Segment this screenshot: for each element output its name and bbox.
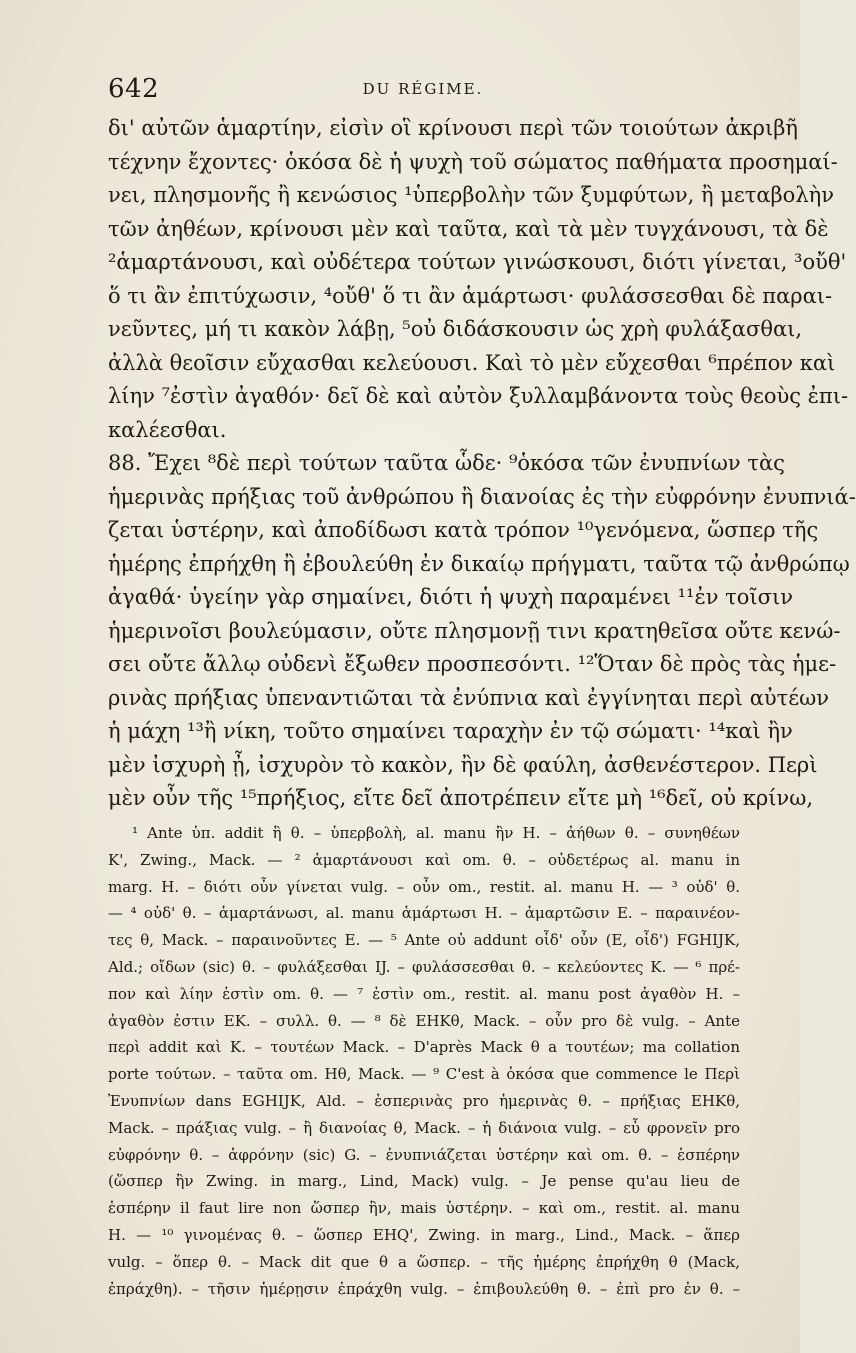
footnote-line: ἑσπέρην il faut lire non ὥσπερ ἢν, mais ὑστέρην. – καὶ om., restit. al. manu bbox=[108, 1199, 740, 1218]
text-line: μὲν οὖν τῆς ¹⁵πρήξιος, εἴτε δεῖ ἀποτρέπειν εἴτε μὴ ¹⁶δεῖ, οὐ κρίνω, bbox=[108, 786, 813, 810]
footnote-line: πον καὶ λίην ἐστὶν om. θ. — ⁷ ἐστὶν om., restit. al. manu post ἀγαθὸν H. – bbox=[108, 984, 740, 1003]
main-text bbox=[108, 112, 856, 816]
footnote-line: ἀγαθὸν ἐστιν EK. – συλλ. θ. — ⁸ δὲ EHKθ, Mack. – οὖν pro δὲ vulg. – Ante bbox=[108, 1011, 740, 1030]
text-line: νει, πλησμονῆς ἢ κενώσιος ¹ὑπερβολὴν τῶν ξυμφύτων, ἢ μεταβολὴν bbox=[108, 183, 834, 207]
text-line: λίην ⁷ἐστὶν ἀγαθόν· δεῖ δὲ καὶ αὐτὸν ξυλλαμβάνοντα τοὺς θεοὺς ἐπι- bbox=[108, 384, 849, 408]
text-line: ὅ τι ἂν ἐπιτύχωσιν, ⁴οὔθ' ὅ τι ἂν ἁμάρτωσι· φυλάσσεσθαι δὲ παραι- bbox=[108, 283, 833, 308]
text-line: τέχνην ἔχοντες· ὁκόσα δὲ ἡ ψυχὴ τοῦ σώματος παθήματα προσημαί- bbox=[108, 149, 838, 174]
text-line: ρινὰς πρήξιας ὑπεναντιῶται τὰ ἐνύπνια καὶ ἐγγίνηται περὶ αὐτέων bbox=[108, 685, 830, 710]
text-line: δι' αὐτῶν ἁμαρτίην, εἰσὶν οἳ κρίνουσι περὶ τῶν τοιούτων ἀκριβῆ bbox=[108, 116, 798, 140]
text-line: νεῦντες, μή τι κακὸν λάβῃ, ⁵οὐ διδάσκουσιν ὡς χρὴ φυλάξασθαι, bbox=[108, 317, 803, 341]
footnote-line: marg. H. – διότι οὖν γίνεται vulg. – οὖν om., restit. al. manu H. — ³ οὐδ' θ. bbox=[108, 877, 740, 896]
page-header bbox=[108, 70, 738, 110]
footnote-line: Ἐνυπνίων dans EGHIJK, Ald. – ἑσπερινὰς pro ἡμερινὰς θ. – πρήξιας EHKθ, bbox=[108, 1091, 740, 1110]
footnote-line: (ὥσπερ ἢν Zwing. in marg., Lind, Mack) vulg. – Je pense qu'au lieu de bbox=[108, 1172, 740, 1191]
footnote-line: ¹ Ante ὑπ. addit ἢ θ. – ὑπερβολὴ, al. manu ἢν H. – ἀήθων θ. – συνηθέων bbox=[132, 824, 740, 842]
text-line: ²ἁμαρτάνουσι, καὶ οὐδέτερα τούτων γινώσκουσι, διότι γίνεται, ³οὔθ' bbox=[108, 250, 847, 274]
footnote-line: ἐπράχθη). – τῆσιν ἡμέρῃσιν ἐπράχθη vulg. – ἐπιβουλεύθη θ. – ἐπὶ pro ἐν θ. – bbox=[108, 1279, 740, 1298]
text-line: ἀγαθά· ὑγείην γὰρ σημαίνει, διότι ἡ ψυχὴ παραμένει ¹¹ἐν τοῖσιν bbox=[108, 585, 793, 609]
footnote-line: Ald.; οἴδων (sic) θ. – φυλάξεσθαι IJ. – φυλάσσεσθαι θ. – κελεύοντες K. — ⁶ πρέ- bbox=[108, 957, 740, 976]
text-line: ζεται ὑστέρην, καὶ ἀποδίδωσι κατὰ τρόπον ¹⁰γενόμενα, ὥσπερ τῆς bbox=[108, 518, 819, 542]
text-line: ἡ μάχη ¹³ἢ νίκη, τοῦτο σημαίνει ταραχὴν ἐν τῷ σώματι· ¹⁴καὶ ἢν bbox=[108, 719, 793, 743]
footnote-line: vulg. – ὅπερ θ. – Mack dit que θ a ὥσπερ. – τῆς ἡμέρης ἐπρήχθη θ (Mack, bbox=[108, 1252, 740, 1271]
footnotes bbox=[108, 820, 740, 1302]
text-line: ἡμέρης ἐπρήχθη ἢ ἐβουλεύθη ἐν δικαίῳ πρήγματι, ταῦτα τῷ ἀνθρώπῳ bbox=[108, 551, 850, 576]
text-line: ἡμερινοῖσι βουλεύμασιν, οὔτε πλησμονῇ τινι κρατηθεῖσα οὔτε κενώ- bbox=[108, 618, 841, 643]
footnote-line: K', Zwing., Mack. — ² ἁμαρτάνουσι καὶ om. θ. – οὐδετέρως al. manu in bbox=[108, 850, 740, 869]
footnote-line: H. — ¹⁰ γινομένας θ. – ὥσπερ EHQ', Zwing. in marg., Lind., Mack. – ἅπερ bbox=[108, 1225, 740, 1244]
footnote-line: περὶ addit καὶ K. – τουτέων Mack. – D'après Mack θ a τουτέων; ma collation bbox=[108, 1038, 740, 1057]
text-line: μὲν ἰσχυρὴ ᾖ, ἰσχυρὸν τὸ κακὸν, ἢν δὲ φαύλη, ἀσθενέστερον. Περὶ bbox=[108, 752, 818, 777]
footnote-line: — ⁴ οὐδ' θ. – ἁμαρτάνωσι, al. manu ἁμάρτωσι H. – ἁμαρτῶσιν E. – παραινέον- bbox=[108, 904, 740, 923]
footnote-line: τες θ, Mack. – παραινοῦντες E. — ⁵ Ante οὐ addunt οἶδ' οὖν (E, οἶδ') FGHIJK, bbox=[108, 931, 740, 950]
footnote-line: porte τούτων. – ταῦτα om. Hθ, Mack. — ⁹ C'est à ὁκόσα que commence le Περὶ bbox=[108, 1065, 740, 1084]
text-line: καλέεσθαι. bbox=[108, 417, 227, 442]
page-number: 642 bbox=[108, 74, 160, 104]
running-head: DU RÉGIME. bbox=[362, 80, 484, 98]
text-line: σει οὔτε ἄλλῳ οὐδενὶ ἔξωθεν προσπεσόντι. ¹²Ὅταν δὲ πρὸς τὰς ἡμε- bbox=[108, 652, 837, 676]
footnote-line: Mack. – πράξιας vulg. – ἢ διανοίας θ, Mack. – ἡ διάνοια vulg. – εὖ φρονεῖν pro bbox=[108, 1118, 740, 1137]
text-line: 88. Ἔχει ⁸δὲ περὶ τούτων ταῦτα ὧδε· ⁹ὁκόσα τῶν ἐνυπνίων τὰς bbox=[108, 451, 785, 475]
text-line: τῶν ἀηθέων, κρίνουσι μὲν καὶ ταῦτα, καὶ τὰ μὲν τυγχάνουσι, τὰ δὲ bbox=[108, 216, 829, 241]
text-line: ἡμερινὰς πρήξιας τοῦ ἀνθρώπου ἢ διανοίας ἐς τὴν εὐφρόνην ἐνυπνιά- bbox=[108, 484, 856, 509]
text-line: ἀλλὰ θεοῖσιν εὔχασθαι κελεύουσι. Καὶ τὸ μὲν εὔχεσθαι ⁶πρέπον καὶ bbox=[108, 350, 836, 375]
footnote-line: εὐφρόνην θ. – ἀφρόνην (sic) G. – ἐνυπνιάζεται ὑστέρην καὶ om. θ. – ἑσπέρην bbox=[108, 1145, 740, 1164]
